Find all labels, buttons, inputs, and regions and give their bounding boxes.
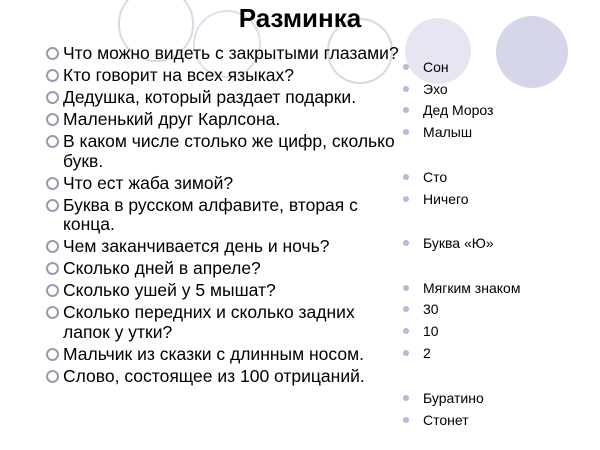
question-item xyxy=(44,259,406,279)
ring-bullet-icon xyxy=(46,199,59,212)
answer-text: 2 xyxy=(423,345,431,361)
dot-bullet-icon xyxy=(403,86,409,92)
answer-item xyxy=(402,345,431,362)
ring-bullet-icon xyxy=(46,91,59,104)
answer-item xyxy=(402,412,469,429)
question-item xyxy=(44,110,406,130)
question-item xyxy=(44,132,406,171)
question-item xyxy=(44,88,406,108)
question-text: Маленький друг Карлсона. xyxy=(63,109,281,129)
ring-bullet-icon xyxy=(46,284,59,297)
question-text: Мальчик из сказки с длинным носом. xyxy=(63,343,364,364)
answer-item xyxy=(402,280,520,297)
slide-title: Разминка xyxy=(238,3,362,33)
ring-bullet-icon xyxy=(46,177,59,190)
question-item xyxy=(44,196,406,235)
answer-text: Стонет xyxy=(423,412,469,428)
ring-bullet-icon xyxy=(46,69,59,82)
answer-text: Буратино xyxy=(423,390,484,406)
question-item xyxy=(44,345,406,365)
answer-item xyxy=(402,301,439,318)
question-item xyxy=(44,367,406,387)
answer-item xyxy=(402,169,447,186)
question-item xyxy=(44,174,406,194)
question-text: Что ест жаба зимой? xyxy=(63,172,234,193)
dot-bullet-icon xyxy=(403,285,409,291)
question-text: Сколько ушей у 5 мышат? xyxy=(63,280,276,300)
question-item xyxy=(44,281,406,301)
dot-bullet-icon xyxy=(403,328,409,334)
answer-text: Сон xyxy=(423,59,449,75)
question-text: Слово, состоящее из 100 отрицаний. xyxy=(63,365,365,386)
answer-item xyxy=(402,390,484,407)
question-text: Сколько передних и сколько задних лапок у утки? xyxy=(63,302,355,342)
question-text: Буква в русском алфавите, вторая с конца. xyxy=(63,194,358,234)
question-text: Чем заканчивается день и ночь? xyxy=(63,236,330,256)
dot-bullet-icon xyxy=(403,196,409,202)
question-item xyxy=(44,303,406,342)
dot-bullet-icon xyxy=(403,174,409,180)
answer-text: Мягким знаком xyxy=(423,280,521,296)
answer-item xyxy=(402,191,469,208)
answer-item xyxy=(402,59,449,76)
question-item xyxy=(44,66,406,86)
ring-bullet-icon xyxy=(46,240,59,253)
answer-item xyxy=(402,81,448,98)
answer-text: Дед Мороз xyxy=(423,102,494,118)
ring-bullet-icon xyxy=(46,370,59,383)
ring-bullet-icon xyxy=(46,306,59,319)
answer-item xyxy=(402,124,472,141)
answer-item xyxy=(402,235,494,252)
dot-bullet-icon xyxy=(403,395,409,401)
question-item xyxy=(44,237,406,257)
answer-text: Малыш xyxy=(423,124,473,140)
dot-bullet-icon xyxy=(403,417,409,423)
answer-text: 10 xyxy=(423,323,439,339)
question-text: В каком числе столько же цифр, сколько букв. xyxy=(63,131,395,171)
answer-text: Сто xyxy=(423,169,448,185)
question-text: Что можно видеть с закрытыми глазами? xyxy=(63,43,399,63)
question-text: Дедушка, который раздает подарки. xyxy=(63,87,357,107)
ring-bullet-icon xyxy=(46,47,59,60)
answer-text: 30 xyxy=(423,301,439,317)
ring-bullet-icon xyxy=(46,135,59,148)
answer-text: Буква «Ю» xyxy=(423,235,494,251)
question-list xyxy=(44,44,406,389)
question-text: Сколько дней в апреле? xyxy=(63,258,261,278)
answer-item xyxy=(402,102,493,119)
answer-item xyxy=(402,323,439,340)
dot-bullet-icon xyxy=(403,350,409,356)
dot-bullet-icon xyxy=(403,306,409,312)
question-item xyxy=(44,44,406,64)
dot-bullet-icon xyxy=(403,240,409,246)
ring-bullet-icon xyxy=(46,348,59,361)
ring-bullet-icon xyxy=(46,113,59,126)
question-text: Кто говорит на всех языках? xyxy=(63,65,294,85)
ring-bullet-icon xyxy=(46,262,59,275)
dot-bullet-icon xyxy=(403,64,409,70)
dot-bullet-icon xyxy=(403,129,409,135)
answer-text: Ничего xyxy=(423,191,469,207)
answer-text: Эхо xyxy=(423,81,448,97)
dot-bullet-icon xyxy=(403,107,409,113)
